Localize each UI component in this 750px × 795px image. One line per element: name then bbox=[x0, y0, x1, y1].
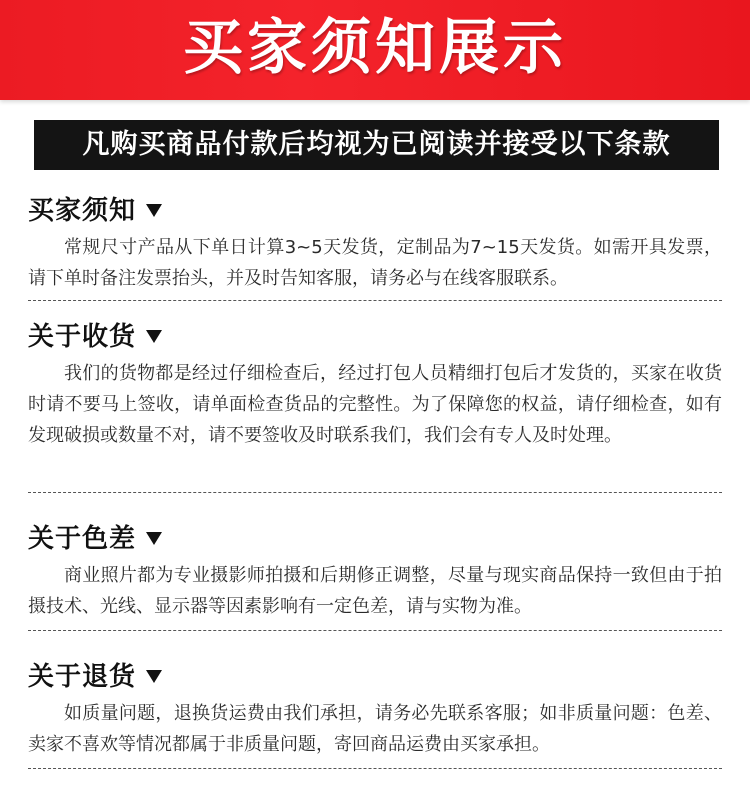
section-body: 常规尺寸产品从下单日计算3~5天发货，定制品为7~15天发货。如需开具发票，请下单时备注发票抬头，并及时告知客服，请务必与在线客服联系。 bbox=[28, 237, 722, 289]
section-buyer-notice bbox=[28, 190, 722, 294]
section-heading bbox=[28, 190, 722, 226]
title-banner bbox=[0, 0, 750, 100]
triangle-down-icon bbox=[146, 204, 162, 217]
notice-bar bbox=[34, 120, 719, 170]
triangle-down-icon bbox=[146, 532, 162, 545]
section-heading-text: 关于收货 bbox=[28, 321, 137, 352]
section-color-difference bbox=[28, 518, 722, 622]
section-heading bbox=[28, 316, 722, 352]
section-heading-text: 关于退货 bbox=[28, 661, 137, 692]
section-heading bbox=[28, 518, 722, 554]
dashed-divider bbox=[28, 492, 722, 493]
section-heading-text: 关于色差 bbox=[28, 523, 137, 554]
banner-title: 买家须知展示 bbox=[183, 13, 567, 83]
section-heading-text: 买家须知 bbox=[28, 195, 137, 226]
section-body: 我们的货物都是经过仔细检查后，经过打包人员精细打包后才发货的，买家在收货时请不要马上签收，请单面检查货品的完整性。为了保障您的权益，请仔细检查，如有发现破损或数量不对，请不要签收及时联系我们，我们会有专人及时处理。 bbox=[28, 363, 722, 446]
notice-text: 凡购买商品付款后均视为已阅读并接受以下条款 bbox=[82, 129, 671, 160]
section-body: 如质量问题，退换货运费由我们承担，请务必先联系客服；如非质量问题：色差、卖家不喜欢等情况都属于非质量问题，寄回商品运费由买家承担。 bbox=[28, 703, 722, 755]
section-receiving bbox=[28, 316, 722, 451]
section-heading bbox=[28, 656, 722, 692]
dashed-divider bbox=[28, 630, 722, 631]
triangle-down-icon bbox=[146, 670, 162, 683]
triangle-down-icon bbox=[146, 330, 162, 343]
section-returns bbox=[28, 656, 722, 760]
section-body: 商业照片都为专业摄影师拍摄和后期修正调整，尽量与现实商品保持一致但由于拍摄技术、光线、显示器等因素影响有一定色差，请与实物为准。 bbox=[28, 565, 722, 617]
dashed-divider bbox=[28, 300, 722, 301]
dashed-divider bbox=[28, 768, 722, 769]
